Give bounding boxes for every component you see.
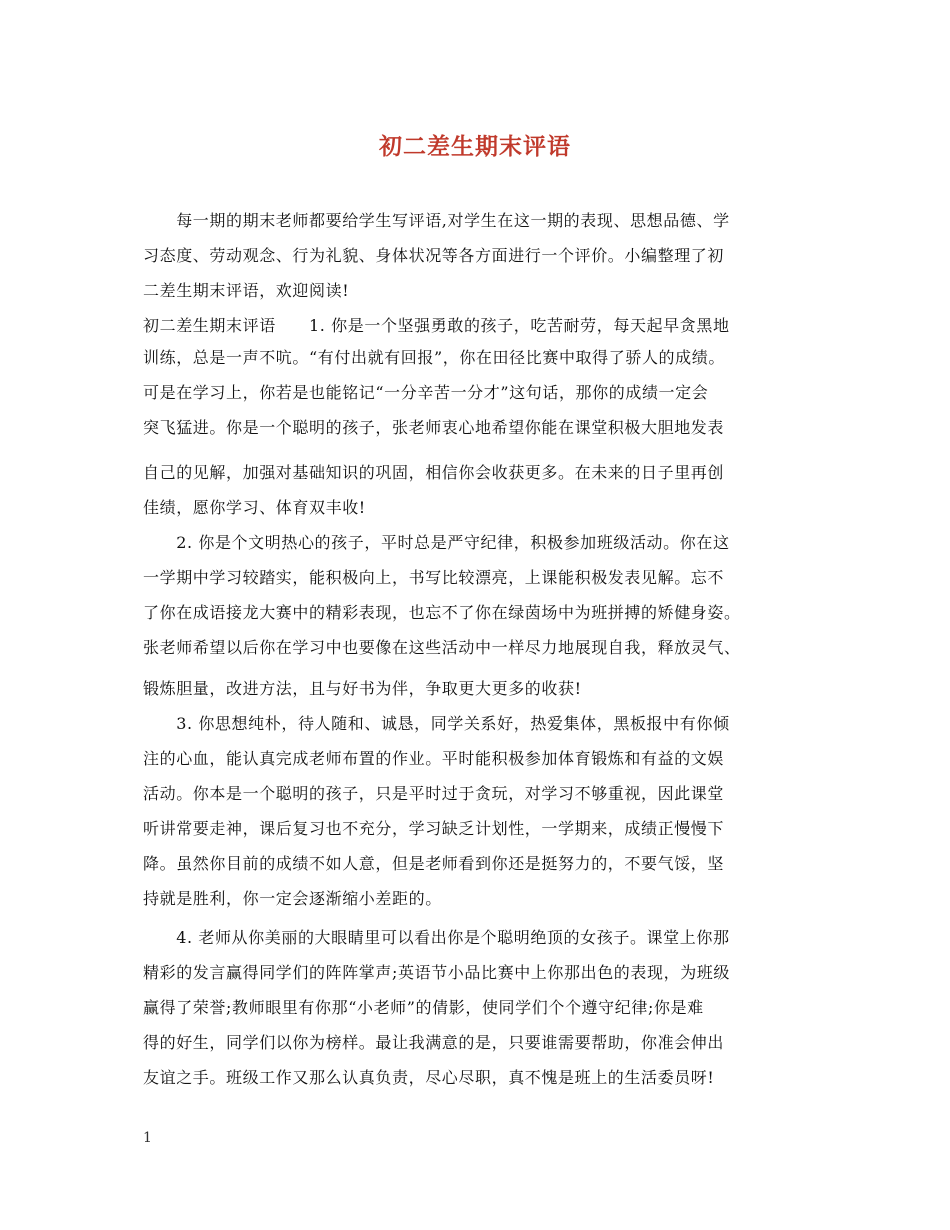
paragraph-line: 精彩的发言赢得同学们的阵阵掌声;英语节小品比赛中上你那出色的表现，为班级 [143,963,730,982]
paragraph-line: 注的心血，能认真完成老师布置的作业。平时能积极参加体育锻炼和有益的文娱 [143,749,725,768]
paragraph-line: 活动。你本是一个聪明的孩子，只是平时过于贪玩，对学习不够重视，因此课堂 [143,784,725,803]
paragraph-line: 佳绩，愿你学习、体育双丰收! [143,498,366,517]
paragraph-line: 突飞猛进。你是一个聪明的孩子，张老师衷心地希望你能在课堂积极大胆地发表 [143,418,725,437]
paragraph-line: 初二差生期末评语 1. 你是一个坚强勇敢的孩子，吃苦耐劳，每天起早贪黑地 [143,316,730,335]
paragraph-line: 得的好生，同学们以你为榜样。最让我满意的是，只要谁需要帮助，你准会伸出 [143,1033,725,1052]
paragraph-line: 听讲常要走神，课后复习也不充分，学习缺乏计划性，一学期来，成绩正慢慢下 [143,819,725,838]
paragraph-line: 3. 你思想纯朴，待人随和、诚恳，同学关系好，热爱集体，黑板报中有你倾 [143,714,730,733]
paragraph-line: 自己的见解，加强对基础知识的巩固，相信你会收获更多。在未来的日子里再创 [143,463,725,482]
paragraph-line: 4. 老师从你美丽的大眼睛里可以看出你是个聪明绝顶的女孩子。课堂上你那 [143,928,730,947]
paragraph-line: 二差生期末评语，欢迎阅读! [143,281,350,300]
paragraph-line: 每一期的期末老师都要给学生写评语,对学生在这一期的表现、思想品德、学 [143,211,730,230]
paragraph-line: 了你在成语接龙大赛中的精彩表现，也忘不了你在绿茵场中为班拼搏的矫健身姿。 [143,603,741,622]
paragraph-line: 友谊之手。班级工作又那么认真负责，尽心尽职，真不愧是班上的生活委员呀! [143,1068,715,1087]
paragraph-line: 可是在学习上，你若是也能铭记“一分辛苦一分才”这句话，那你的成绩一定会 [143,383,709,402]
paragraph-line: 降。虽然你目前的成绩不如人意，但是老师看到你还是挺努力的，不要气馁，坚 [143,854,725,873]
paragraph-line: 一学期中学习较踏实，能积极向上，书写比较漂亮，上课能积极发表见解。忘不 [143,568,725,587]
page-number: 1 [143,1130,152,1146]
document-title: 初二差生期末评语 [379,133,571,160]
paragraph-line: 训练，总是一声不吭。“有付出就有回报”，你在田径比赛中取得了骄人的成绩。 [143,348,725,367]
paragraph-line: 持就是胜利，你一定会逐渐缩小差距的。 [143,889,442,908]
paragraph-line: 张老师希望以后你在学习中也要像在这些活动中一样尽力地展现自我，释放灵气、 [143,638,741,657]
paragraph-line: 赢得了荣誉;教师眼里有你那“小老师”的倩影，使同学们个个遵守纪律;你是难 [143,998,704,1017]
paragraph-line: 习态度、劳动观念、行为礼貌、身体状况等各方面进行一个评价。小编整理了初 [143,246,725,265]
paragraph-line: 2. 你是个文明热心的孩子，平时总是严守纪律，积极参加班级活动。你在这 [143,533,730,552]
paragraph-line: 锻炼胆量，改进方法，且与好书为伴，争取更大更多的收获! [143,679,582,698]
